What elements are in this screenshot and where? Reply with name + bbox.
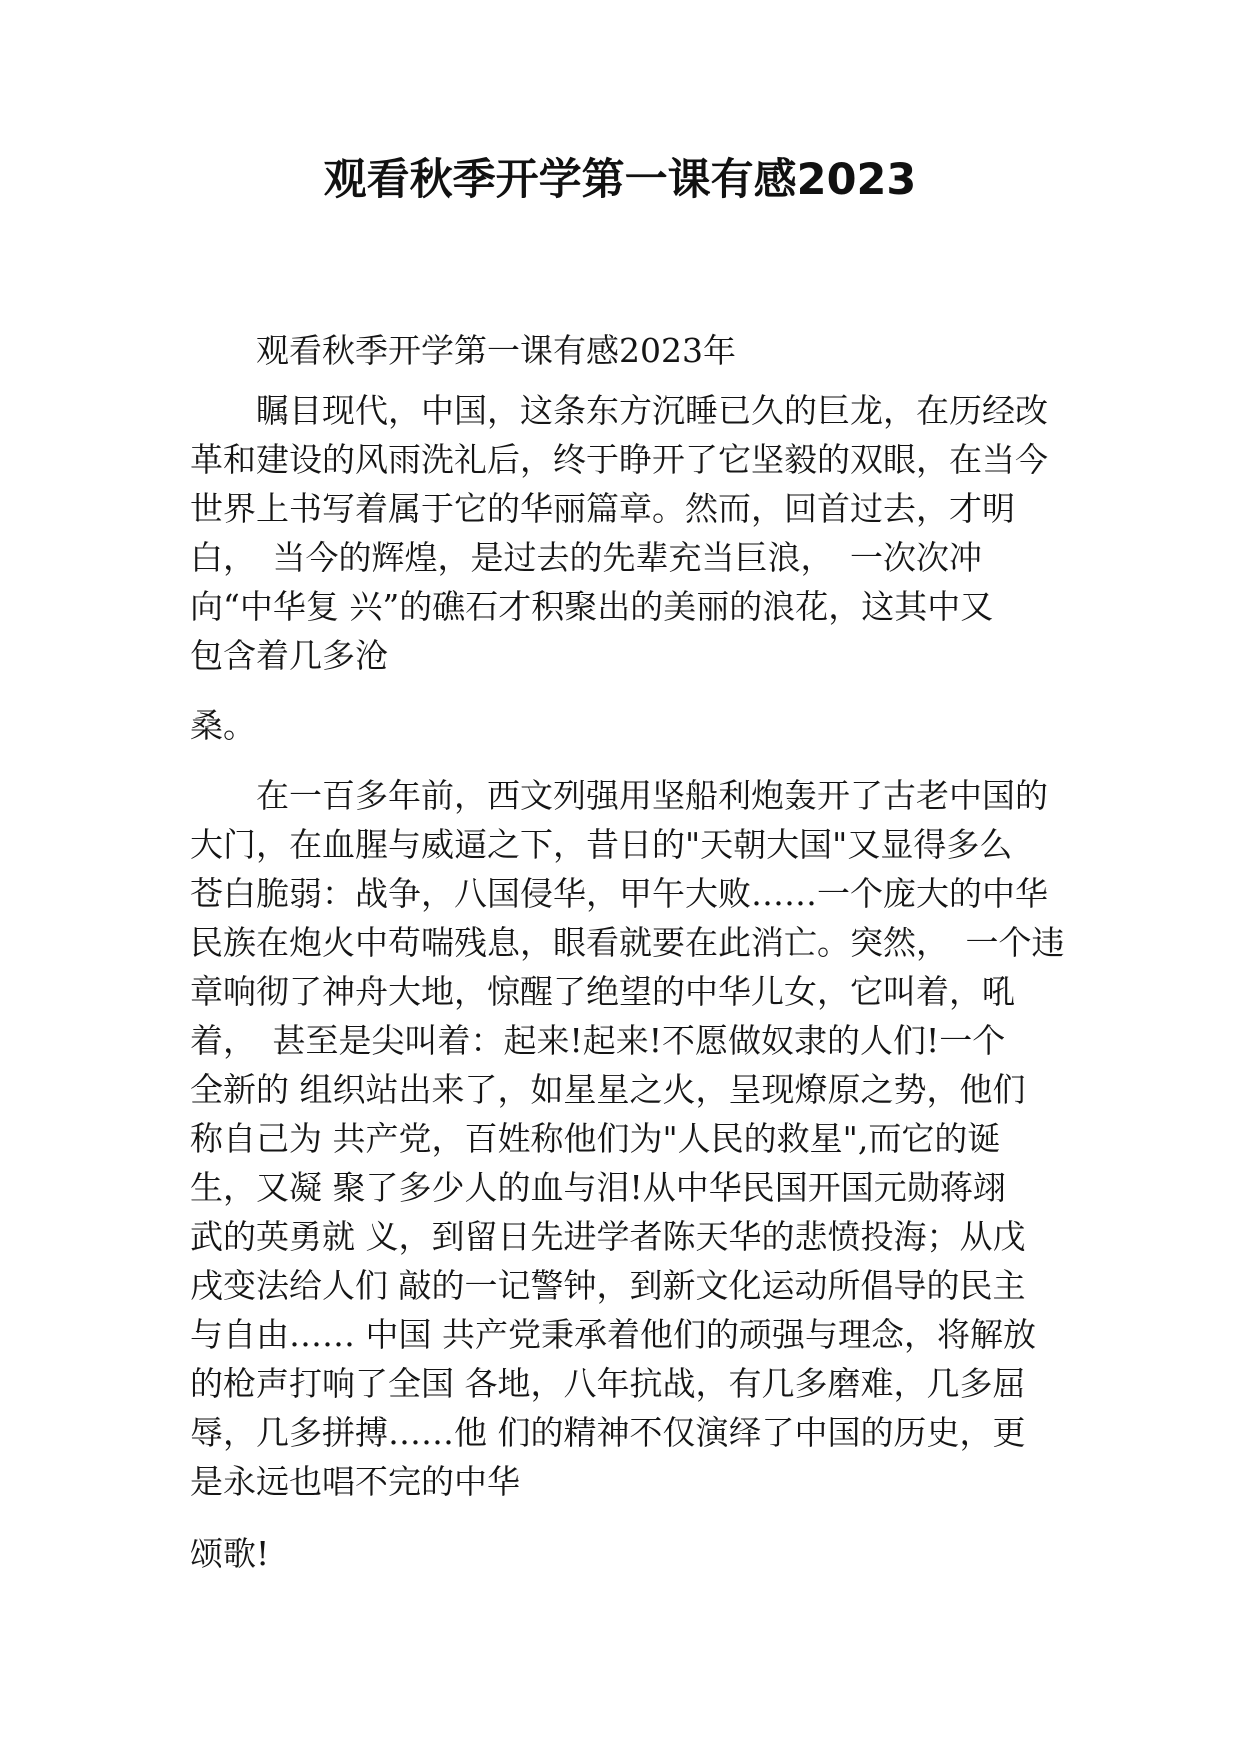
body-line: 武的英勇就 义，到留日先进学者陈天华的悲愤投海；从戊 bbox=[190, 1217, 1026, 1256]
body-line: 在一百多年前，西文列强用坚船利炮轰开了古老中国的 bbox=[190, 776, 1048, 815]
body-line: 向“中华复 兴”的礁石才积聚出的美丽的浪花，这其中又 bbox=[190, 587, 994, 626]
body-line: 辱，几多拼搏……他 们的精神不仅演绎了中国的历史，更 bbox=[190, 1413, 1026, 1452]
body-line: 大门，在血腥与威逼之下，昔日的"天朝大国"又显得多么 bbox=[190, 825, 1013, 864]
body-line: 包含着几多沧 bbox=[190, 636, 388, 675]
body-line: 的枪声打响了全国 各地，八年抗战，有几多磨难，几多屈 bbox=[190, 1364, 1026, 1403]
body-line: 瞩目现代，中国，这条东方沉睡已久的巨龙，在历经改 bbox=[190, 391, 1048, 430]
body-line: 民族在炮火中苟喘残息，眼看就要在此消亡。突然， 一个违 bbox=[190, 923, 1065, 962]
body-line: 白， 当今的辉煌，是过去的先辈充当巨浪， 一次次冲 bbox=[190, 538, 982, 577]
body-line: 颂歌! bbox=[190, 1534, 270, 1573]
body-line: 苍白脆弱：战争，八国侵华，甲午大败……一个庞大的中华 bbox=[190, 874, 1048, 913]
body-line: 称自己为 共产党，百姓称他们为"人民的救星",而它的诞 bbox=[190, 1119, 1001, 1158]
body-line: 革和建设的风雨洗礼后，终于睁开了它坚毅的双眼，在当今 bbox=[190, 440, 1048, 479]
body-line: 着， 甚至是尖叫着：起来!起来!不愿做奴隶的人们!一个 bbox=[190, 1021, 1006, 1060]
body-line: 戌变法给人们 敲的一记警钟，到新文化运动所倡导的民主 bbox=[190, 1266, 1026, 1305]
body-line: 全新的 组织站出来了，如星星之火，呈现燎原之势，他们 bbox=[190, 1070, 1026, 1109]
body-line: 章响彻了神舟大地，惊醒了绝望的中华儿女，它叫着，吼 bbox=[190, 972, 1015, 1011]
body-line: 世界上书写着属于它的华丽篇章。然而，回首过去，才明 bbox=[190, 489, 1015, 528]
body-line: 观看秋季开学第一课有感2023年 bbox=[190, 331, 736, 370]
body-line: 桑。 bbox=[190, 706, 256, 745]
body-line: 与自由…… 中国 共产党秉承着他们的顽强与理念，将解放 bbox=[190, 1315, 1036, 1354]
body-line: 生，又凝 聚了多少人的血与泪!从中华民国开国元勋蒋翊 bbox=[190, 1168, 1006, 1207]
document-title: 观看秋季开学第一课有感2023 bbox=[323, 155, 917, 205]
body-line: 是永远也唱不完的中华 bbox=[190, 1462, 520, 1501]
